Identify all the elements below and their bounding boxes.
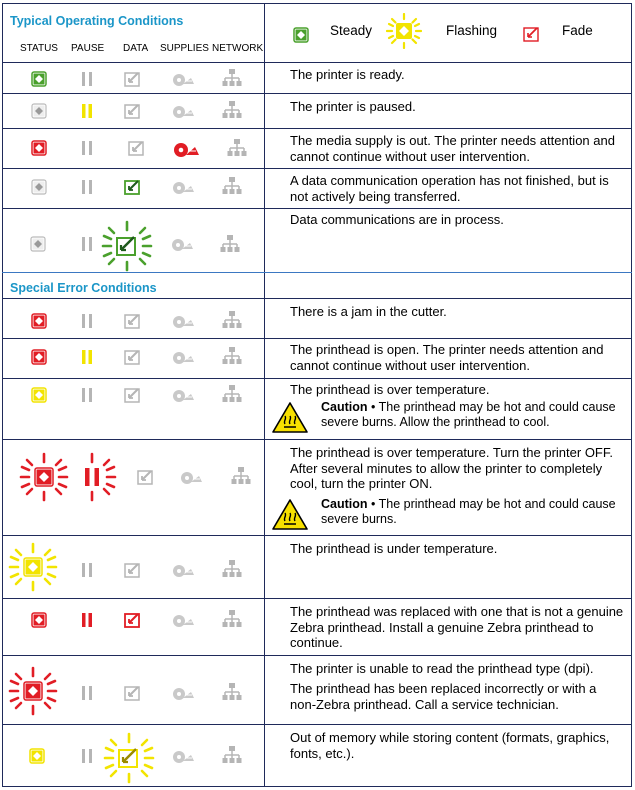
status-led-steady-red-icon: [31, 140, 47, 156]
status-led-steady-green-icon: [31, 71, 47, 87]
table-row: [3, 168, 631, 208]
status-led-flashing-yellow-icon: [7, 541, 59, 593]
row-description: The printer is paused.: [290, 99, 416, 114]
network-led-off-icon: [222, 176, 242, 196]
network-led-off-icon: [222, 346, 242, 366]
data-led-steady-red-icon: [123, 610, 143, 630]
legend-fade-label: Fade: [562, 23, 593, 38]
supplies-led-off-icon: [180, 468, 204, 486]
network-led-off-icon: [231, 466, 251, 486]
table-row: [3, 655, 631, 724]
data-led-off-icon: [123, 311, 143, 331]
network-led-off-icon: [222, 745, 242, 765]
legend-flashing-label: Flashing: [446, 23, 498, 38]
row-description: Data communications are in process.: [290, 212, 504, 227]
status-led-steady-yellow-icon: [31, 387, 47, 403]
supplies-led-off-icon: [172, 312, 196, 330]
table-row: The printhead is over temperature. Caution • The printhead may be hot and could cause severe burns. Allow the printhead to cool.: [3, 378, 631, 439]
row-description: The printer is ready.: [290, 67, 405, 82]
supplies-led-off-icon: [171, 235, 195, 253]
network-led-off-icon: [222, 609, 242, 629]
supplies-led-off-icon: [172, 747, 196, 765]
table-row: [3, 535, 631, 598]
status-led-steady-red-icon: [31, 349, 47, 365]
status-led-steady-yellow-icon: [29, 748, 45, 764]
caution-text: The printhead may be hot and could cause severe burns.: [321, 497, 616, 526]
pause-led-off-icon: [79, 747, 95, 765]
data-led-off-icon: [127, 138, 147, 158]
steady-legend-icon: [293, 27, 309, 43]
network-led-off-icon: [222, 384, 242, 404]
supplies-led-off-icon: [172, 561, 196, 579]
status-led-off-icon: [30, 236, 46, 252]
pause-led-off-icon: [79, 312, 95, 330]
status-led-off-icon: [31, 179, 47, 195]
typical-section-title: Typical Operating Conditions: [10, 14, 184, 28]
row-description: The media supply is out. The printer needs attention and cannot continue without user intervention.: [290, 133, 615, 164]
supplies-led-off-icon: [172, 70, 196, 88]
legend-steady-label: Steady: [330, 23, 373, 38]
supplies-led-off-icon: [172, 684, 196, 702]
pause-led-flashing-red-icon: [66, 451, 118, 503]
network-led-off-icon: [222, 559, 242, 579]
hot-surface-warning-icon: [271, 401, 309, 434]
network-led-off-icon: [222, 310, 242, 330]
pause-led-off-icon: [79, 386, 95, 404]
row-description: Out of memory while storing content (formats, graphics, fonts, etc.).: [290, 730, 610, 761]
status-led-steady-red-icon: [31, 612, 47, 628]
status-led-steady-red-icon: [31, 313, 47, 329]
data-led-off-icon: [123, 69, 143, 89]
caution-label: Caution: [321, 400, 368, 414]
supplies-led-steady-red-icon: [173, 139, 201, 159]
table-row: [3, 208, 631, 272]
caution-text: The printhead may be hot and could cause severe burns. Allow the printhead to cool.: [321, 400, 616, 429]
table-row: [3, 128, 631, 168]
table-row: [3, 62, 631, 93]
pause-led-off-icon: [79, 70, 95, 88]
data-led-flashing-yellow-icon: [102, 731, 156, 785]
data-led-off-icon: [123, 101, 143, 121]
hot-surface-warning-icon: [271, 498, 309, 531]
pause-led-off-icon: [79, 684, 95, 702]
status-led-off-icon: [31, 103, 47, 119]
supplies-led-off-icon: [172, 102, 196, 120]
row-description: The printhead is over temperature.: [290, 382, 490, 397]
pause-led-off-icon: [79, 561, 95, 579]
table-row: [3, 598, 631, 655]
network-led-off-icon: [220, 234, 240, 254]
supplies-led-off-icon: [172, 386, 196, 404]
row-description: The printhead was replaced with one that is not a genuine Zebra printhead. Install a genuine Zebra printhead to continue.: [290, 604, 624, 650]
network-led-off-icon: [222, 68, 242, 88]
pause-led-off-icon: [79, 178, 95, 196]
caution-label: Caution: [321, 497, 368, 511]
pause-led-off-icon: [79, 235, 95, 253]
data-led-steady-green-icon: [123, 177, 143, 197]
supplies-led-off-icon: [172, 611, 196, 629]
table-row: [3, 93, 631, 128]
row-description: The printhead is over temperature. Turn the printer OFF. After several minutes to allow the printer to completely cool, turn the printer ON.: [290, 445, 613, 491]
network-led-off-icon: [222, 100, 242, 120]
col-header-network: NETWORK: [212, 43, 264, 54]
data-led-flashing-green-icon: [100, 219, 154, 273]
flashing-legend-icon: [386, 13, 422, 49]
section-rule: [2, 272, 632, 273]
col-header-status: STATUS: [20, 43, 58, 54]
row-description: The printhead is under temperature.: [290, 541, 498, 556]
supplies-led-off-icon: [172, 348, 196, 366]
col-header-supplies: SUPPLIES: [160, 43, 209, 54]
pause-led-steady-red-icon: [79, 611, 95, 629]
col-header-pause: PAUSE: [71, 43, 105, 54]
row-description: A data communication operation has not finished, but is not actively being transferred.: [290, 173, 609, 204]
status-led-flashing-red-icon: [7, 665, 59, 717]
supplies-led-off-icon: [172, 178, 196, 196]
table-row: [3, 298, 631, 338]
status-led-flashing-red-icon: [18, 451, 70, 503]
row-description: The printer is unable to read the printhead type (dpi).: [290, 661, 594, 676]
data-led-off-icon: [136, 467, 156, 487]
fade-legend-icon: [522, 24, 542, 44]
network-led-off-icon: [227, 138, 247, 158]
table-row: [3, 724, 631, 787]
row-description: The printhead is open. The printer needs attention and cannot continue without user intervention.: [290, 342, 604, 373]
data-led-off-icon: [123, 560, 143, 580]
table-row: The printhead is over temperature. Turn the printer OFF. After several minutes to allow the printer to completely cool, turn the printer ON. Caution • The printhead may be hot and could cause severe burns.: [3, 439, 631, 535]
table-row: [3, 338, 631, 378]
data-led-off-icon: [123, 347, 143, 367]
special-section-title: Special Error Conditions: [10, 281, 157, 295]
row-description: There is a jam in the cutter.: [290, 304, 447, 319]
pause-led-steady-yellow-icon: [79, 102, 95, 120]
pause-led-off-icon: [79, 139, 95, 157]
data-led-off-icon: [123, 683, 143, 703]
network-led-off-icon: [222, 682, 242, 702]
col-header-data: DATA: [123, 43, 149, 54]
data-led-off-icon: [123, 385, 143, 405]
pause-led-steady-yellow-icon: [79, 348, 95, 366]
row-description-secondary: The printhead has been replaced incorrectly or with a non-Zebra printhead. Call a service technician.: [290, 681, 597, 712]
